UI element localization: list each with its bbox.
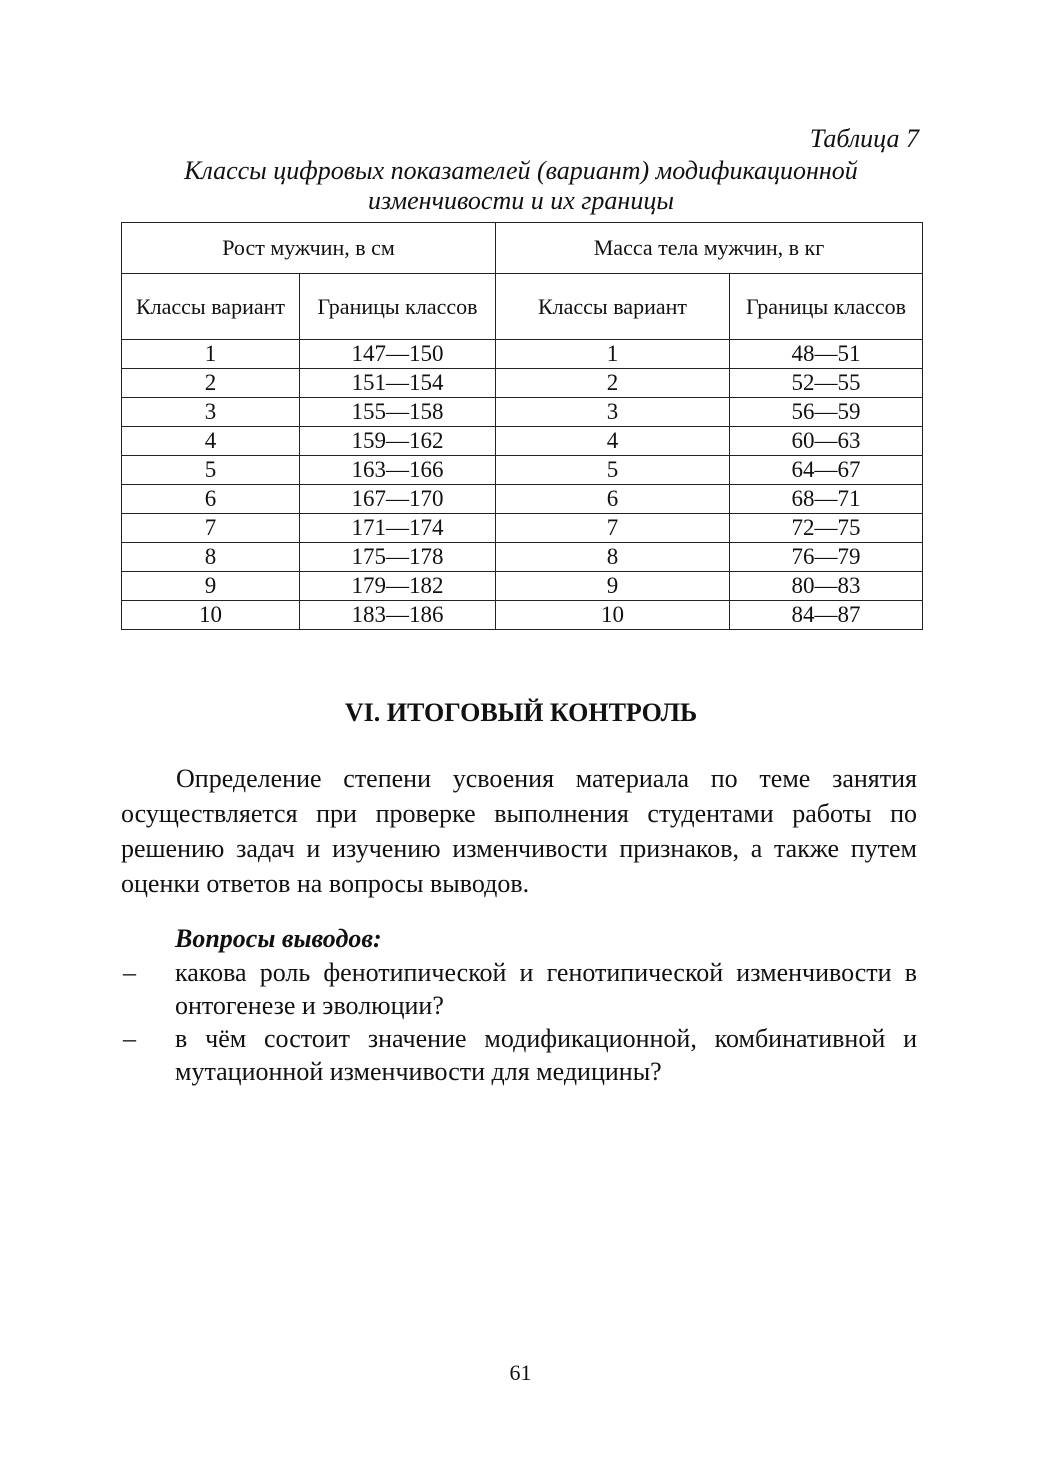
column-header: Классы вариант [122, 274, 300, 340]
table-cell: 2 [496, 369, 730, 398]
table-cell: 56—59 [730, 398, 923, 427]
page-number: 61 [509, 1360, 532, 1385]
table-caption [121, 156, 921, 216]
table-cell: 151—154 [300, 369, 496, 398]
table-cell: 9 [122, 572, 300, 601]
table-body [122, 340, 923, 630]
list-item [121, 1022, 917, 1088]
table-row [122, 485, 923, 514]
caption-line-1: Классы цифровых показателей (вариант) модификационной [184, 156, 858, 185]
table-row [122, 340, 923, 369]
table-cell: 163—166 [300, 456, 496, 485]
table-cell: 155—158 [300, 398, 496, 427]
table-cell: 3 [122, 398, 300, 427]
table-row [122, 601, 923, 630]
table-cell: 72—75 [730, 514, 923, 543]
variant-classes-table [121, 222, 923, 630]
questions-list [121, 956, 917, 1088]
questions-heading: Вопросы выводов: [175, 924, 382, 953]
section-title: VI. ИТОГОВЫЙ КОНТРОЛЬ [344, 698, 698, 727]
table-cell: 147—150 [300, 340, 496, 369]
table-label: Таблица 7 [809, 124, 919, 153]
caption-line-2: изменчивости и их границы [368, 186, 674, 215]
dash-bullet: – [123, 1024, 136, 1053]
table-cell: 171—174 [300, 514, 496, 543]
group-header-height: Рост мужчин, в см [122, 223, 496, 274]
table-cell: 84—87 [730, 601, 923, 630]
table-cell: 7 [122, 514, 300, 543]
column-header-row [122, 274, 923, 340]
table-row [122, 427, 923, 456]
table-cell: 8 [122, 543, 300, 572]
table-cell: 175—178 [300, 543, 496, 572]
list-item [121, 956, 917, 1022]
table-row [122, 369, 923, 398]
table-cell: 6 [496, 485, 730, 514]
table-cell: 5 [496, 456, 730, 485]
column-header: Границы классов [730, 274, 923, 340]
table-cell: 1 [122, 340, 300, 369]
table-cell: 10 [122, 601, 300, 630]
table-cell: 64—67 [730, 456, 923, 485]
column-header: Классы вариант [496, 274, 730, 340]
table-cell: 10 [496, 601, 730, 630]
table-cell: 80—83 [730, 572, 923, 601]
table-cell: 183—186 [300, 601, 496, 630]
table-cell: 167—170 [300, 485, 496, 514]
table-row [122, 456, 923, 485]
table-cell: 159—162 [300, 427, 496, 456]
question-text: в чём состоит значение модификационной, комбинативной и мутационной изменчивости для медицины? [175, 1024, 917, 1086]
group-header-row [122, 223, 923, 274]
control-paragraph: Определение степени усвоения материала по теме занятия осуществляется при проверке выполнения студентами работы по решению задач и изучению изменчивости признаков, а также путем оценки ответов на вопросы выводов. [121, 764, 917, 898]
table-row [122, 572, 923, 601]
table-cell: 52—55 [730, 369, 923, 398]
table-cell: 48—51 [730, 340, 923, 369]
table-cell: 4 [496, 427, 730, 456]
table-cell: 1 [496, 340, 730, 369]
dash-bullet: – [123, 958, 136, 987]
table-row [122, 398, 923, 427]
table-cell: 60—63 [730, 427, 923, 456]
table-cell: 68—71 [730, 485, 923, 514]
table-cell: 9 [496, 572, 730, 601]
table-cell: 6 [122, 485, 300, 514]
column-header: Границы классов [300, 274, 496, 340]
group-header-mass: Масса тела мужчин, в кг [496, 223, 923, 274]
table-row [122, 543, 923, 572]
table-cell: 7 [496, 514, 730, 543]
table-cell: 2 [122, 369, 300, 398]
table-cell: 5 [122, 456, 300, 485]
table-cell: 3 [496, 398, 730, 427]
table-cell: 8 [496, 543, 730, 572]
table-cell: 4 [122, 427, 300, 456]
table-cell: 179—182 [300, 572, 496, 601]
table-row [122, 514, 923, 543]
table-cell: 76—79 [730, 543, 923, 572]
question-text: какова роль фенотипической и генотипической изменчивости в онтогенезе и эволюции? [175, 958, 917, 1020]
